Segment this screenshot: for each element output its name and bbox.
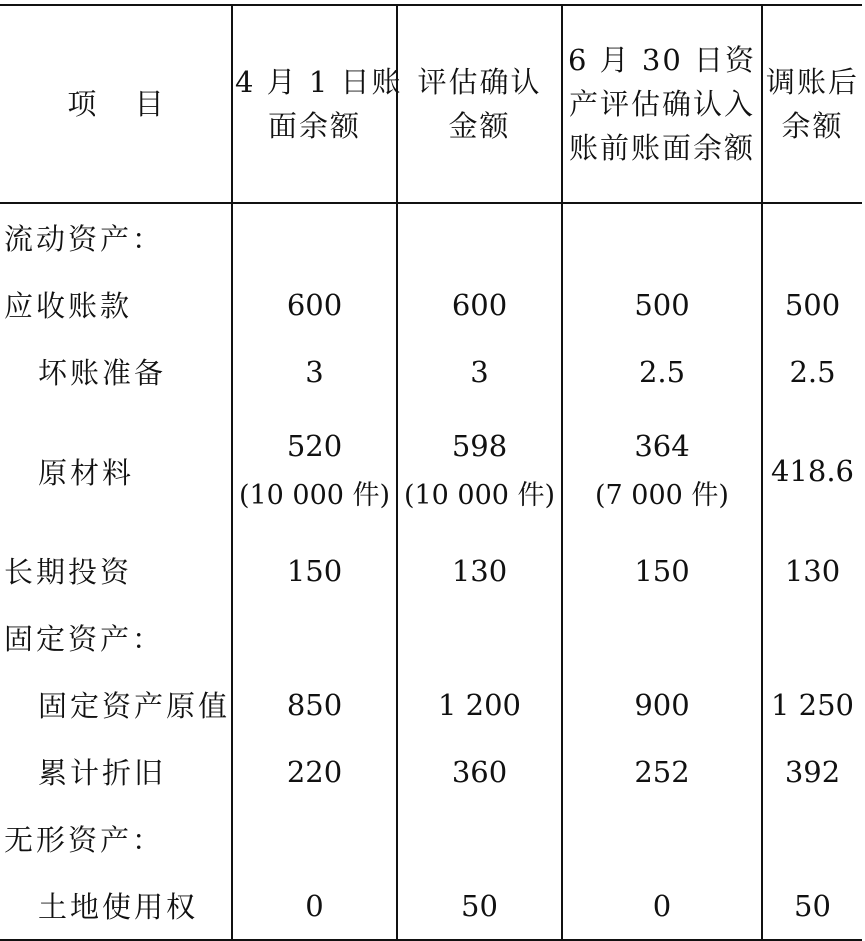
cell-value: 130 (762, 537, 862, 604)
row-label: 坏账准备 (38, 356, 167, 390)
table-row (0, 604, 862, 671)
row-label: 固定资产： (4, 622, 165, 656)
cell-value: 252 (562, 738, 762, 805)
cell-value: 360 (397, 738, 562, 805)
cell-value: 3 (397, 338, 562, 405)
cell-value (232, 805, 397, 872)
cell-quantity: (7 000 件) (595, 480, 729, 511)
cell-value (232, 405, 397, 537)
asset-valuation-table (0, 4, 862, 941)
table-row (0, 537, 862, 604)
cell-value: 0 (562, 872, 762, 940)
row-label: 土地使用权 (38, 890, 199, 924)
table-row (0, 338, 862, 405)
cell-value (232, 203, 397, 271)
cell-value: 1 250 (762, 671, 862, 738)
row-label: 流动资产： (4, 222, 165, 256)
cell-value (562, 203, 762, 271)
cell-value: 50 (762, 872, 862, 940)
cell-value: 900 (562, 671, 762, 738)
cell-value (762, 805, 862, 872)
cell-value: 2.5 (562, 338, 762, 405)
table-row (0, 203, 862, 271)
row-label: 应收账款 (4, 289, 133, 323)
cell-value: 392 (762, 738, 862, 805)
cell-amount: 520 (286, 429, 343, 463)
row-label: 原材料 (38, 455, 135, 490)
cell-amount: 364 (634, 429, 690, 463)
row-label: 无形资产： (4, 823, 165, 857)
cell-value: 600 (232, 271, 397, 338)
row-label: 固定资产原值 (38, 689, 231, 723)
cell-value: 600 (397, 271, 562, 338)
cell-value (562, 604, 762, 671)
table-row (0, 872, 862, 940)
header-adjusted-balance: 调账后 余额 (762, 5, 862, 203)
header-apr1-book-balance: 4 月 1 日账 面余额 (232, 5, 397, 203)
cell-value: 418.6 (762, 405, 862, 537)
cell-value: 0 (232, 872, 397, 940)
cell-value: 220 (232, 738, 397, 805)
cell-value (762, 604, 862, 671)
cell-value: 130 (397, 537, 562, 604)
cell-value: 150 (232, 537, 397, 604)
cell-amount: 598 (451, 429, 508, 463)
header-row (0, 5, 862, 203)
cell-value (397, 405, 562, 537)
cell-value (762, 203, 862, 271)
cell-value (562, 805, 762, 872)
cell-value (397, 203, 562, 271)
header-appraised-amount: 评估确认 金额 (397, 5, 562, 203)
cell-quantity: (10 000 件) (238, 480, 391, 511)
cell-value: 150 (562, 537, 762, 604)
cell-value: 500 (562, 271, 762, 338)
cell-value: 50 (397, 872, 562, 940)
cell-quantity: (10 000 件) (403, 480, 556, 511)
cell-value: 1 200 (397, 671, 562, 738)
table-row (0, 405, 862, 537)
table-header (0, 5, 862, 203)
cell-value (562, 405, 762, 537)
row-label: 累计折旧 (38, 756, 167, 790)
table-row (0, 738, 862, 805)
table-row (0, 271, 862, 338)
table-body (0, 203, 862, 940)
cell-value: 850 (232, 671, 397, 738)
table-row (0, 805, 862, 872)
cell-value (397, 604, 562, 671)
header-jun30-book-balance: 6 月 30 日资 产评估确认入 账前账面余额 (562, 5, 762, 203)
cell-value: 3 (232, 338, 397, 405)
header-item: 项 目 (0, 5, 232, 203)
cell-value (397, 805, 562, 872)
cell-value: 2.5 (762, 338, 862, 405)
cell-value: 500 (762, 271, 862, 338)
row-label: 长期投资 (4, 555, 133, 589)
table-row (0, 671, 862, 738)
cell-value (232, 604, 397, 671)
